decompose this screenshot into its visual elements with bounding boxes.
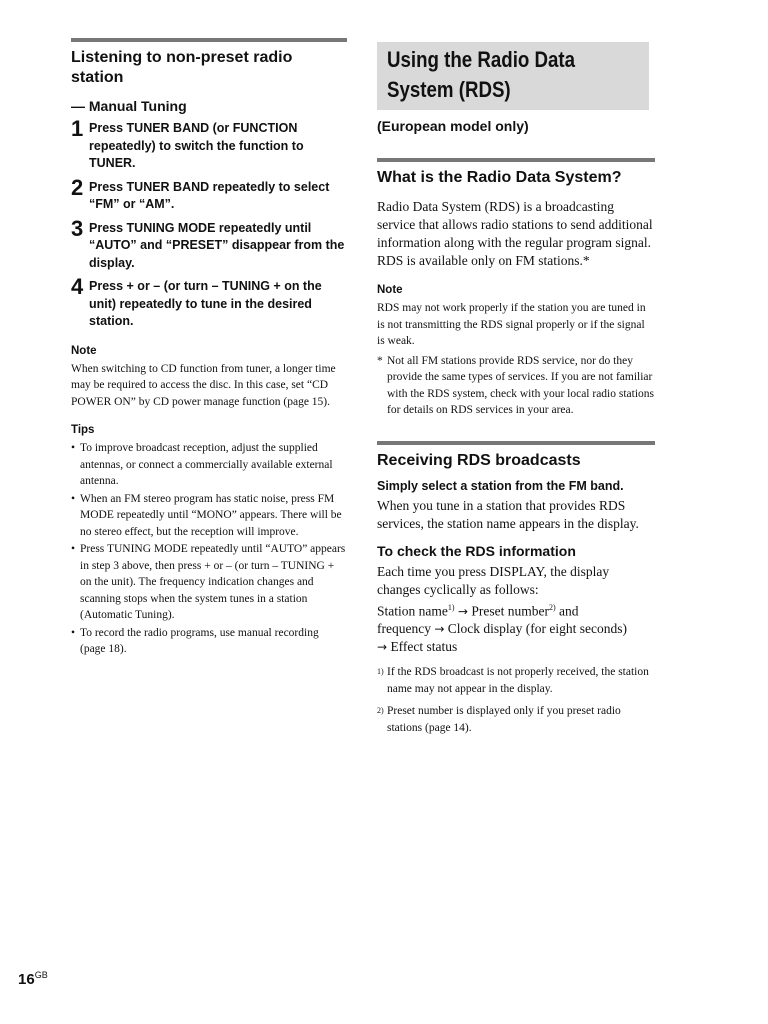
cycle-effect: Effect status — [390, 639, 458, 654]
tip-item: • To improve broadcast reception, adjust the supplied antennas, or connect a commercially available external antenna. — [71, 440, 347, 490]
tip-item: • When an FM stereo program has static noise, press FM MODE repeatedly until “MONO” appears. There will be no stereo effect, but the reception will improve. — [71, 491, 347, 541]
note-text: RDS may not work properly if the station you are tuned in is not transmitting the RDS signal properly or if the signal is weak. — [377, 302, 646, 347]
step-text: Press + or – (or turn – TUNING + on the unit) repeatedly to tune in the desired station. — [89, 279, 322, 328]
chapter-title-box — [377, 42, 649, 110]
chapter-title-line2: System (RDS) — [387, 77, 511, 102]
footnote-2-mark: 2) — [377, 706, 384, 715]
step-3 — [71, 215, 347, 273]
arrow-icon: → — [377, 640, 388, 654]
step-number: 3 — [71, 215, 84, 241]
check-heading: To check the RDS information — [377, 542, 576, 559]
section-heading: Listening to non-preset radio station — [71, 49, 293, 86]
tip-item: • To record the radio programs, use manual recording (page 18). — [71, 625, 347, 658]
footnote-1 — [377, 664, 655, 697]
note-text: When switching to CD function from tuner, a longer time may be required to access the disc. In this case, set “CD POWER ON” by CD power manage function (page 15). — [71, 362, 336, 408]
page-number-value: 16 — [18, 971, 35, 988]
step-number: 2 — [71, 174, 84, 200]
footnote-1-mark: 1) — [377, 667, 384, 676]
section-rule — [71, 38, 347, 42]
step-text: Press TUNING MODE repeatedly until “AUTO” and “PRESET” disappear from the display. — [89, 220, 345, 270]
step-number: 4 — [71, 274, 84, 299]
cycle-station-name: Station name — [377, 603, 448, 618]
note-heading: Note — [377, 284, 403, 296]
cycle-clock: Clock display (for eight seconds) — [447, 621, 627, 636]
left-column — [71, 38, 347, 659]
receiving-text: When you tune in a station that provides RDS services, the station name appears in the display. — [377, 497, 639, 531]
step-4 — [71, 274, 347, 331]
receiving-subheading: Simply select a station from the FM band. — [377, 478, 624, 493]
section-rule — [377, 158, 655, 162]
step-2 — [71, 174, 347, 214]
footnote-2 — [377, 703, 655, 736]
check-intro: Each time you press DISPLAY, the display changes cyclically as follows: — [377, 563, 610, 597]
cycle-sup2: 2) — [548, 602, 556, 612]
step-text: Press TUNER BAND repeatedly to select “FM” or “AM”. — [89, 179, 330, 211]
asterisk-footnote — [377, 353, 655, 419]
footnote-2-text: Preset number is displayed only if you preset radio stations (page 14). — [387, 705, 621, 734]
asterisk-mark: * — [377, 354, 383, 367]
page-number-suffix: GB — [34, 970, 48, 980]
receiving-heading: Receiving RDS broadcasts — [377, 451, 581, 469]
chapter-title-line1: Using the Radio Data — [387, 47, 576, 72]
step-number: 1 — [71, 116, 84, 141]
page-number — [18, 970, 48, 988]
what-heading: What is the Radio Data System? — [377, 169, 622, 186]
footnote-1-text: If the RDS broadcast is not properly received, the station name may not appear in the display. — [387, 666, 649, 695]
tips-list — [71, 440, 347, 658]
cycle-frequency: frequency — [377, 621, 431, 636]
display-cycle — [377, 599, 655, 657]
step-text: Press TUNER BAND (or FUNCTION repeatedly) to switch the function to TUNER. — [89, 121, 304, 170]
right-column — [377, 42, 655, 736]
cycle-sup1: 1) — [447, 602, 455, 612]
step-1 — [71, 116, 347, 173]
note-heading: Note — [71, 344, 97, 357]
cycle-preset-number: Preset number — [471, 603, 549, 618]
cycle-and: and — [559, 603, 579, 618]
tip-item: • Press TUNING MODE repeatedly until “AUTO” appears in step 3 above, then press + or – (or turn – TUNING + on the unit). The frequency indication changes and scanning stops when the system tunes in a station (Automatic Tuning). — [71, 541, 347, 624]
arrow-icon: → — [457, 604, 468, 618]
section-subheading: — Manual Tuning — [71, 98, 187, 114]
tips-heading: Tips — [71, 424, 95, 436]
model-note: (European model only) — [377, 118, 529, 134]
asterisk-text: Not all FM stations provide RDS service, nor do they provide the same types of services. If you are not familiar with the RDS system, check with your local radio stations for details on RDS services in your area. — [387, 354, 655, 416]
what-text: Radio Data System (RDS) is a broadcasting service that allows radio stations to send additional information along with the regular program signal. RDS is available only on FM stations.* — [377, 199, 653, 268]
arrow-icon: → — [434, 622, 445, 636]
section-rule — [377, 441, 655, 445]
